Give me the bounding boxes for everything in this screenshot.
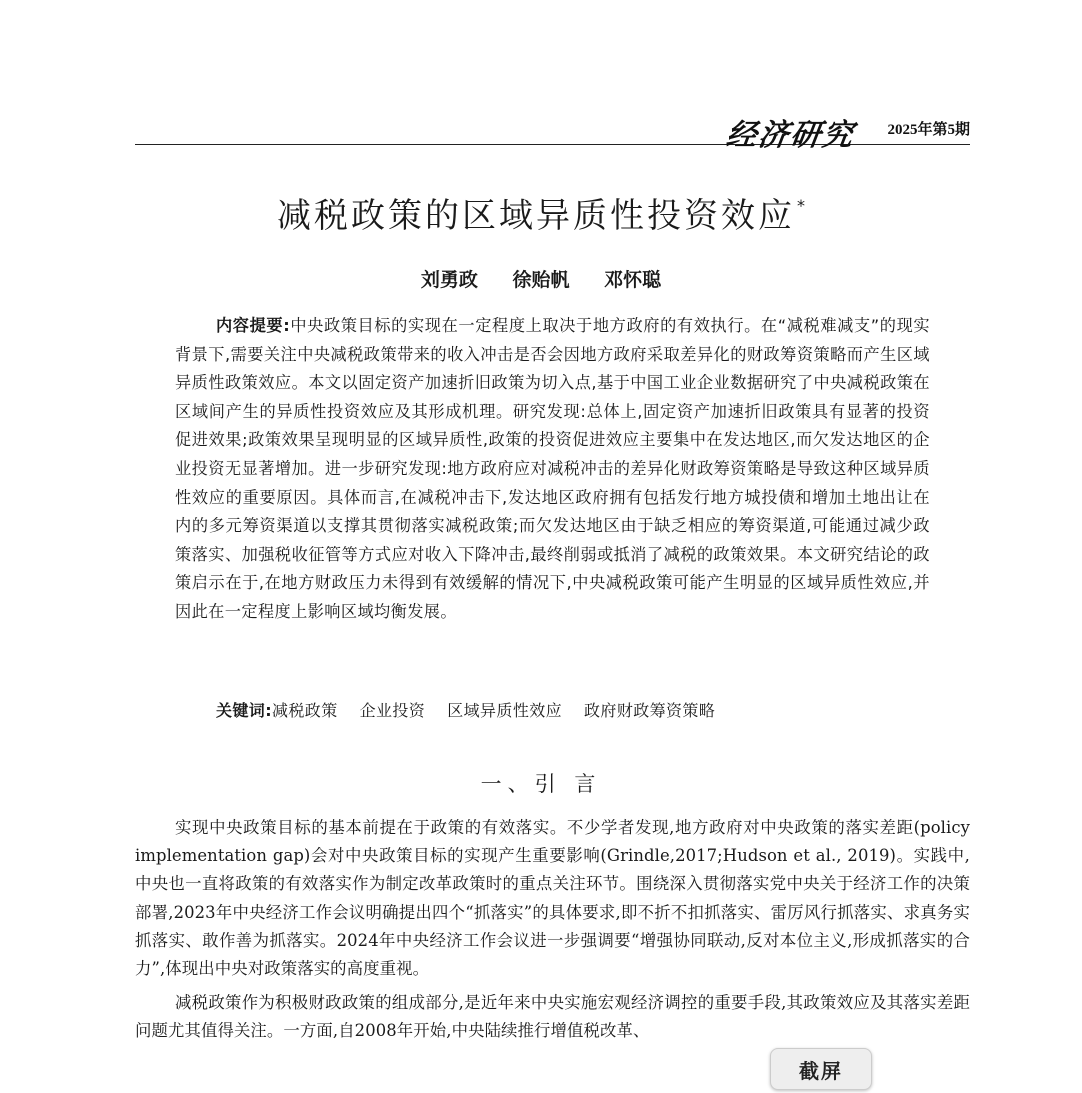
journal-logo: 经济研究 <box>724 118 857 153</box>
body-paragraph: 实现中央政策目标的基本前提在于政策的有效落实。不少学者发现,地方政府对中央政策的落实差距(policy implementation gap)会对中央政策目标的实现产生重要影响(Grindle,2017;Hudson et al., 2019)。实践中,中央也一直将政策的有效落实作为制定改革政策时的重点关注环节。围绕深入贯彻落实党中央关于经济工作的决策部署,2023年中央经济工作会议明确提出四个“抓落实”的具体要求,即不折不扣抓落实、雷厉风行抓落实、求真务实抓落实、敢作善为抓落实。2024年中央经济工作会议进一步强调要“增强协同联动,反对本位主义,形成抓落实的合力”,体现出中央对政策落实的高度重视。 <box>135 818 970 979</box>
journal-header <box>135 108 970 153</box>
author-name: 邓怀聪 <box>604 269 662 291</box>
title-text: 减税政策的区域异质性投资效应 <box>277 196 795 236</box>
keyword: 企业投资 <box>359 701 426 720</box>
abstract-text: 中央政策目标的实现在一定程度上取决于地方政府的有效执行。在“减税难减支”的现实背景下,需要关注中央减税政策带来的收入冲击是否会因地方政府采取差异化的财政筹资策略而产生区域异质性政策效应。本文以固定资产加速折旧政策为切入点,基于中国工业企业数据研究了中央减税政策在区域间产生的异质性投资效应及其形成机理。研究发现:总体上,固定资产加速折旧政策具有显著的投资促进效果;政策效果呈现明显的区域异质性,政策的投资促进效应主要集中在发达地区,而欠发达地区的企业投资无显著增加。进一步研究发现:地方政府应对减税冲击的差异化财政筹资策略是导致这种区域异质性效应的重要原因。具体而言,在减税冲击下,发达地区政府拥有包括发行地方城投债和增加土地出让在内的多元筹资渠道以支撑其贯彻落实减税政策;而欠发达地区由于缺乏相应的筹资渠道,可能通过减少政策落实、加强税收征管等方式应对收入下降冲击,最终削弱或抵消了减税的政策效果。本文研究结论的政策启示在于,在地方财政压力未得到有效缓解的情况下,中央减税政策可能产生明显的区域异质性效应,并因此在一定程度上影响区域均衡发展。 <box>175 316 930 621</box>
abstract-label: 内容提要: <box>216 316 291 335</box>
title-footnote-mark: * <box>797 195 805 215</box>
issue-number: 2025年第5期 <box>887 122 970 138</box>
abstract <box>175 312 930 627</box>
author-list <box>0 265 1082 292</box>
screenshot-button[interactable]: 截屏 <box>770 1048 872 1090</box>
keyword: 区域异质性效应 <box>447 701 563 720</box>
keyword: 政府财政筹资策略 <box>584 701 716 720</box>
keywords <box>216 698 737 724</box>
keyword: 减税政策 <box>272 701 338 720</box>
keywords-label: 关键词: <box>216 701 272 720</box>
body-text <box>135 814 970 1046</box>
section-heading: 一、引 言 <box>480 772 602 796</box>
author-name: 徐贻帆 <box>512 269 570 291</box>
author-name: 刘勇政 <box>420 269 478 291</box>
body-paragraph: 减税政策作为积极财政政策的组成部分,是近年来中央实施宏观经济调控的重要手段,其政策效应及其落实差距问题尤其值得关注。一方面,自2008年开始,中央陆续推行增值税改革、 <box>135 993 970 1041</box>
article-title <box>0 188 1082 237</box>
